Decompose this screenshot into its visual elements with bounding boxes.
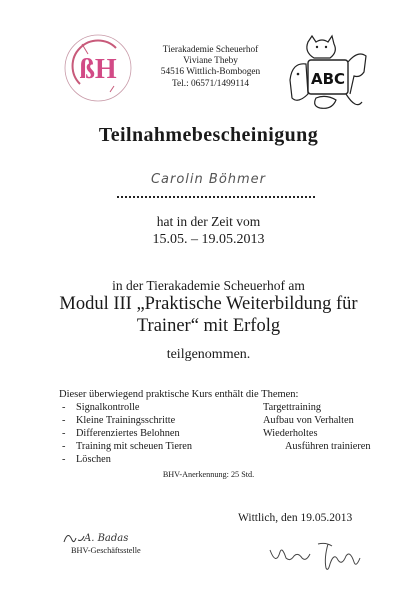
topic-item: Aufbau von Verhalten bbox=[263, 415, 354, 426]
right-signature bbox=[266, 538, 386, 572]
topic-item: Wiederholtes bbox=[263, 428, 318, 439]
module-title-line-1: Modul III „Praktische Weiterbildung für bbox=[59, 294, 358, 314]
animals-abc-illustration bbox=[286, 32, 368, 114]
period-text: hat in der Zeit vom bbox=[156, 214, 261, 229]
topic-item: - Differenziertes Belohnen bbox=[62, 428, 180, 439]
svg-text:ßH: ßH bbox=[79, 54, 117, 85]
topic-item: - Löschen bbox=[62, 454, 111, 465]
course-dates: 15.05. – 19.05.2013 bbox=[152, 232, 265, 247]
academy-text: in der Tierakademie Scheuerhof am bbox=[112, 278, 305, 293]
module-title-line-2: Trainer“ mit Erfolg bbox=[136, 316, 281, 336]
participant-name: Carolin Böhmer bbox=[150, 172, 267, 187]
topic-item: - Signalkontrolle bbox=[62, 402, 140, 413]
svg-text:Viviane Theby: Viviane Theby bbox=[266, 538, 272, 539]
topic-item: Ausführen trainieren bbox=[285, 441, 371, 452]
org-address: 54516 Wittlich-Bombogen bbox=[160, 67, 261, 78]
academy-logo bbox=[62, 32, 134, 104]
bhv-recognition: BHV-Anerkennung: 25 Std. bbox=[162, 470, 255, 479]
org-name: Tierakademie Scheuerhof bbox=[162, 45, 259, 55]
topic-item: - Training mit scheuen Tieren bbox=[62, 441, 193, 452]
left-signature-label: BHV-Geschäftsstelle bbox=[71, 546, 141, 555]
participated-text: teilgenommen. bbox=[166, 347, 251, 362]
topics-left-column bbox=[62, 401, 192, 466]
topics-right-column bbox=[263, 401, 371, 453]
topics-intro: Dieser überwiegend praktische Kurs enthält die Themen: bbox=[59, 389, 299, 400]
name-dotted-line bbox=[117, 196, 315, 198]
org-phone: Tel.: 06571/1499114 bbox=[172, 78, 249, 89]
date-and-place: Wittlich, den 19.05.2013 bbox=[238, 512, 353, 524]
topic-item: Targettraining bbox=[263, 402, 321, 413]
topic-item: - Kleine Trainingsschritte bbox=[62, 415, 176, 426]
svg-text:A. Badas: A. Badas bbox=[84, 533, 129, 544]
certificate-title: Teilnahmebescheinigung bbox=[98, 124, 319, 146]
organization-contact bbox=[128, 45, 293, 90]
org-person: Viviane Theby bbox=[183, 56, 238, 67]
left-signature bbox=[62, 528, 132, 546]
svg-text:ABC: ABC bbox=[310, 70, 346, 88]
